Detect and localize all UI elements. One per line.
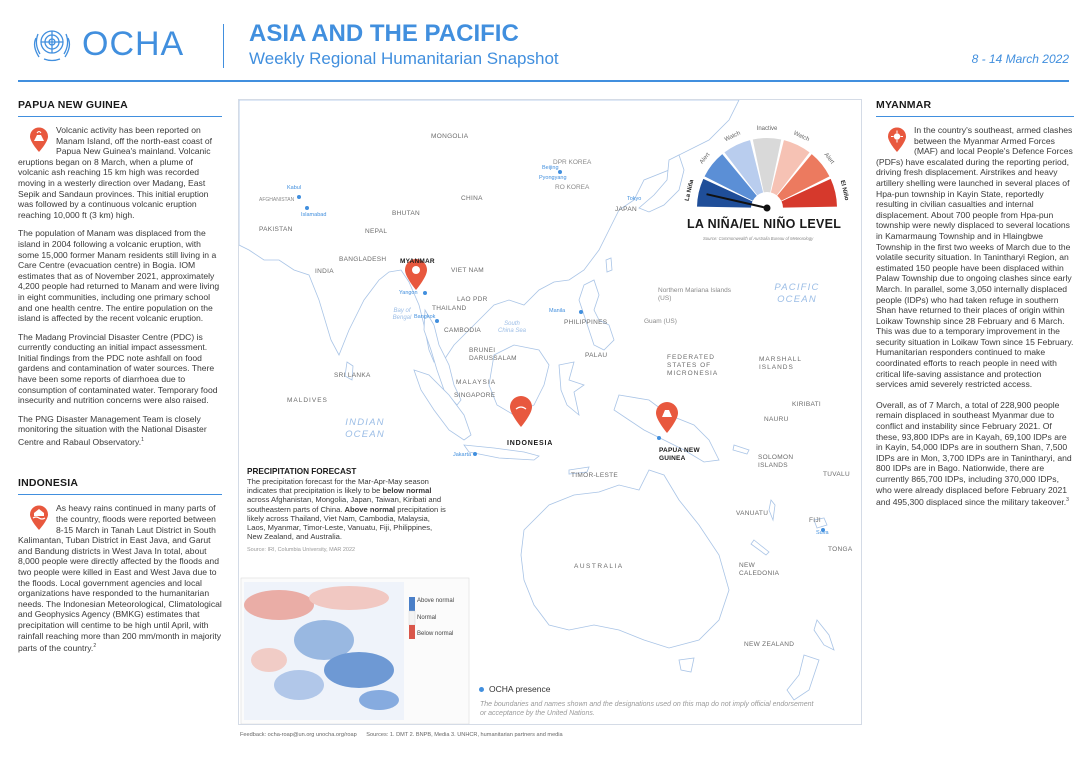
- precip-text: [247, 477, 447, 541]
- indonesia-paragraph-1: As heavy rains continued in many parts of the country, floods were reported between 8-15 March in Tanah Laut District in South Kalimantan, Tuban District in East Java, and Garut and Bandung districts in West Java In total, about 8,000 people were directly affected by the floods and two people were killed in East and West Java due to the floods. Local government agencies and local organizations have responded to the humanitarian needs. The Indonesian Meteorological, Climatological and Geophysics Agency (BMKG) estimates that precipitation will centime to be high until April, with rainfall reaching more than 200 mm/month in majority parts of the country.: [18, 503, 222, 654]
- map-label-pakistan: PAKISTAN: [259, 226, 293, 233]
- map-label-bhutan: BHUTAN: [392, 210, 421, 217]
- precip-bold-below: below normal: [382, 486, 432, 496]
- land-taiwan: [606, 258, 612, 272]
- map-label-philippines: PHILIPPINES: [564, 319, 608, 326]
- map-label-yangon: Yangon: [399, 290, 418, 296]
- flood-pin-icon: [28, 505, 50, 531]
- precipitation-forecast: [247, 467, 447, 553]
- enso-segment-label: Watch: [723, 130, 742, 144]
- enso-segment-label: Alert: [699, 152, 712, 166]
- header-divider: [223, 24, 224, 68]
- land-sulawesi: [559, 362, 584, 415]
- map-label-fsm: FEDERATED STATES OF MICRONESIA: [667, 354, 719, 377]
- enso-segment-label: Watch: [792, 130, 811, 144]
- footer-sources: Sources: 1. DMT 2. BNPB, Media 3. UNHCR, humanitarian partners and media: [366, 732, 563, 738]
- myanmar-paragraph-1: In the country's southeast, armed clashes between the Myanmar Armed Forces (MAF) and local People's Defence Forces (PDFs) have escalated during the reporting period, driving fresh displacement. Airstrikes and heavy artillery shelling were launched in several places of Hpa-pun township in Kayin State, reportedly resulting in civilian casualties and internal displacement. About 700 people from Hpa-pun township were newly displaced to several locations in Kamarmaung Township and in Hlaingbwe Township in the first two weeks of March due to the volatile security situation. In Tanintharyi Region, an estimated 150 people have been displaced within Palaw Township due to ongoing clashes since early March. In parallel, some 3,050 internally displaced people (IDPs) who had taken refuge in southern Shan have returned to their places of origin within Loikaw Township since 28 February and 6 March. This was due to a temporary improvement in the security situation in Loikaw Town since 15 February. Humanitarian responders continued to make coordinated efforts to reach people in need with critical life-saving assistance and protection services amid severely restricted access.: [876, 125, 1074, 390]
- map-label-sri-lanka: SRI LANKA: [334, 372, 371, 379]
- map-label-tonga: TONGA: [828, 546, 853, 553]
- map-land-svg: [239, 100, 862, 725]
- myanmar-body: [876, 125, 1074, 508]
- map-label-jakarta: Jakarta: [453, 452, 472, 458]
- legend-above-swatch: [409, 597, 415, 611]
- legend-above-normal: Above normal: [417, 598, 455, 604]
- footnote-ref: 1: [141, 437, 144, 444]
- indonesia-section: [18, 477, 222, 653]
- map-label-kiribati: KIRIBATI: [792, 401, 822, 408]
- un-emblem-icon: [30, 24, 74, 64]
- map-label-guam: Guam (US): [644, 318, 677, 325]
- map-label-maldives: MALDIVES: [287, 397, 328, 404]
- map-label-bangladesh: BANGLADESH: [339, 256, 387, 263]
- map-label-ro-korea: RO KOREA: [555, 184, 590, 191]
- precip-text-a: The precipitation forecast for the Mar-Apr-May season indicates that precipitation is likely to be: [247, 477, 429, 496]
- legend-below-swatch: [409, 625, 415, 639]
- map-label-thailand: THAILAND: [432, 305, 467, 312]
- legend-below-normal: Below normal: [417, 631, 454, 637]
- png-body: [18, 125, 222, 447]
- enso-segment-label: Inactive: [756, 126, 778, 132]
- map-label-nepal: NEPAL: [365, 228, 388, 235]
- land-vanuatu: [769, 500, 775, 520]
- conflict-pin-icon: [886, 127, 908, 153]
- map-label-manila: Manila: [549, 308, 566, 314]
- map-label-suva: Suva: [816, 530, 829, 536]
- enso-segment-label: El Niño: [838, 179, 850, 202]
- map-label-marshall-islands: MARSHALL ISLANDS: [759, 356, 802, 371]
- map-label-south-china-sea: South China Sea: [497, 321, 527, 334]
- volcano-pin-icon: [28, 127, 50, 153]
- map-label-new-caledonia: NEW CALEDONIA: [739, 562, 780, 577]
- map-label-mongolia: MONGOLIA: [431, 133, 469, 140]
- land-australia: [521, 470, 729, 648]
- legend-normal-swatch: [409, 611, 415, 625]
- precip-bold-above: Above normal: [344, 504, 396, 514]
- precip-title: PRECIPITATION FORECAST: [247, 467, 357, 476]
- map-label-solomon-islands: SOLOMON ISLANDS: [758, 454, 794, 469]
- map-disclaimer: The boundaries and names shown and the designations used on this map do not imply official endorsement or acceptance by the United Nations.: [480, 701, 814, 717]
- regional-map: [238, 99, 862, 725]
- footnote-ref: 3: [1066, 497, 1069, 504]
- enso-source: Source: Commonwealth of Australia Bureau of Meteorology: [703, 236, 814, 241]
- map-label-timor-leste: TIMOR-LESTE: [571, 472, 618, 479]
- map-label-new-zealand: NEW ZEALAND: [744, 641, 795, 648]
- map-label-tokyo: Tokyo: [627, 196, 642, 202]
- png-paragraph-2: The population of Manam was displaced from the island in 2004 following a volcanic eruption, with some 15,000 former Manam residents still living in a Care Centre (evacuation centre) in Bogia. IOM estimates that as of November 2021, approximately 4,200 people had returned to Manam and were living in eight communities, including one primary school and one health centre. The entire population on the island is affected by the recent volcanic eruption.: [18, 228, 220, 324]
- map-label-fiji: FIJI: [809, 517, 822, 524]
- map-label-pyongyang: Pyongyang: [539, 175, 567, 181]
- date-range: 8 - 14 March 2022: [971, 52, 1069, 66]
- footer: [240, 732, 571, 738]
- right-column: [876, 99, 1074, 508]
- map-label-kabul: Kabul: [287, 185, 302, 191]
- map-label-vanuatu: VANUATU: [736, 510, 769, 517]
- precip-source: Source: IRI, Columbia University, MAR 2022: [247, 547, 356, 554]
- map-label-singapore: SINGAPORE: [454, 392, 496, 399]
- ocha-presence-legend: [479, 684, 550, 694]
- map-label-indonesia: INDONESIA: [507, 440, 554, 447]
- map-label-islamabad: Islamabad: [301, 212, 327, 218]
- ocha-logo[interactable]: [30, 24, 184, 64]
- legend-normal: Normal: [417, 615, 437, 621]
- header-rule: [18, 80, 1069, 82]
- ocha-logo-text: OCHA: [82, 24, 185, 63]
- enso-segment-label: La Niña: [684, 179, 696, 202]
- page-title: ASIA AND THE PACIFIC: [249, 20, 519, 47]
- land-new-caledonia: [751, 540, 769, 555]
- land-new-zealand: [814, 620, 834, 650]
- map-label-palau: PALAU: [585, 352, 608, 359]
- land-philippines: [579, 280, 614, 350]
- precip-inset-map: [244, 582, 404, 720]
- map-label-china: CHINA: [461, 195, 483, 202]
- indonesia-flood-pin: [510, 396, 532, 427]
- map-label-afghanistan: AFGHANISTAN: [259, 197, 295, 203]
- map-label-nauru: NAURU: [764, 416, 789, 423]
- myanmar-paragraph-2: Overall, as of 7 March, a total of 228,900 people remain displaced in southeast Myanmar due to conflict and instability since February 2021. Of these, 93,800 IDPs are in Kayah, 69,100 IDPs are in Kayin, 54,000 IDPs are in southern Shan, 7,500 IDPs are in Mon, 3,700 IDPs are in Tanintharyi, and 800 IDPs are in Bago. Nationwide, there are currently 865,700 IDPs, including 370,000 IDPs, who were already displaced before February 2021 and 495,300 displaced since the military takeover.: [876, 399, 1072, 508]
- section-rule: [876, 116, 1074, 117]
- precip-text-b: across Afghanistan, Mongolia, Japan, Taiwan, Kiribati and southeastern parts of China.: [247, 495, 442, 514]
- map-label-png: PAPUA NEW GUINEA: [659, 447, 700, 462]
- map-label-australia: AUSTRALIA: [574, 563, 624, 570]
- png-paragraph-1: Volcanic activity has been reported on Manam Island, off the north-east coast of Papua New Guinea's mainland. Volcanic eruptions began on 8 March, when a plume of volcanic ash reaching 15 km high was recorded moving in a westerly direction over Madang, East Sepik and Sandaun provinces. This initial eruption was followed by a continuous volcanic eruption reaching 10,000 ft (3 km) high.: [18, 125, 213, 220]
- map-label-tuvalu: TUVALU: [823, 471, 850, 478]
- png-paragraph-3: The Madang Provincial Disaster Centre (PDC) is currently conducting an initial impact assessment. Initial findings from the PDC note ashfall on food gardens and contamination of water sources. There have been some reports of diarrhoea due to consumption of contaminated water. Temporary food insecurity and nutrition concerns were also raised.: [18, 331, 218, 406]
- map-label-pacific-ocean: PACIFIC OCEAN: [774, 282, 820, 305]
- map-label-cambodia: CAMBODIA: [444, 327, 482, 334]
- enso-segment-label: Alert: [822, 152, 835, 166]
- footer-feedback[interactable]: Feedback: ocha-roap@un.org unocha.org/roap: [240, 732, 357, 738]
- map-label-brunei: BRUNEI DARUSSALAM: [469, 347, 517, 362]
- page-subtitle: Weekly Regional Humanitarian Snapshot: [249, 49, 559, 68]
- map-label-malaysia: MALAYSIA: [456, 379, 497, 386]
- map-label-myanmar: MYANMAR: [400, 258, 435, 265]
- map-label-japan: JAPAN: [615, 206, 637, 213]
- map-label-beijing: Beijing: [542, 165, 559, 171]
- indonesia-section-title: INDONESIA: [18, 477, 79, 490]
- map-label-dpr-korea: DPR KOREA: [553, 159, 592, 166]
- map-label-bay-of-bengal: Bay of Bengal: [392, 308, 412, 321]
- map-label-indian-ocean: INDIAN OCEAN: [345, 417, 385, 440]
- section-rule: [18, 494, 222, 495]
- section-rule: [18, 116, 222, 117]
- ocha-presence-label: OCHA presence: [489, 684, 551, 694]
- png-section-title: PAPUA NEW GUINEA: [18, 99, 128, 111]
- map-label-viet-nam: VIET NAM: [451, 267, 484, 274]
- land-solomon: [733, 445, 749, 454]
- land-tasmania: [679, 658, 694, 672]
- precip-text-c: precipitation is likely across Thailand, Viet Nam, Cambodia, Malaysia, Laos, Myanmar, Timor-Leste, Vanuatu, Fiji, Philippines, New Zealand, and Australia.: [247, 504, 446, 542]
- ocha-presence-dot-icon: [479, 687, 484, 692]
- png-paragraph-4: The PNG Disaster Management Team is closely monitoring the situation with the National Disaster Centre and Rabaul Observatory.: [18, 413, 207, 447]
- enso-needle-hub: [764, 205, 771, 212]
- footnote-ref: 2: [93, 643, 97, 650]
- enso-title: LA NIÑA/EL NIÑO LEVEL: [687, 217, 842, 231]
- myanmar-section-title: MYANMAR: [876, 99, 932, 111]
- indonesia-body: [18, 503, 222, 653]
- header: [0, 0, 1089, 82]
- map-label-india: INDIA: [315, 268, 334, 275]
- map-label-bangkok: Bangkok: [414, 314, 436, 320]
- png-section: [18, 99, 222, 447]
- left-column: [18, 99, 222, 654]
- land-new-zealand-south: [787, 655, 819, 700]
- map-label-lao-pdr: LAO PDR: [457, 296, 488, 303]
- map-label-northern-mariana: Northern Mariana Islands (US): [658, 287, 731, 302]
